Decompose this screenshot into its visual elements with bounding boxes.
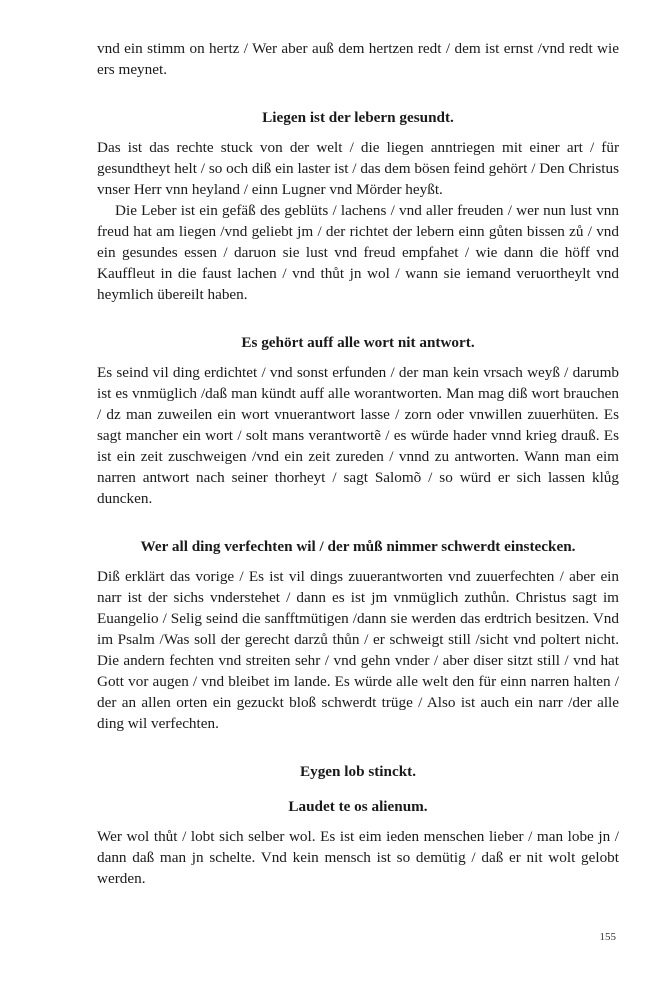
heading-liegen: Liegen ist der lebern gesundt. [262, 109, 454, 126]
heading-verfechten: Wer all ding verfechten wil / der můß nimmer schwerdt einstecken. [140, 538, 576, 555]
page-body [97, 38, 619, 889]
heading-laudet: Laudet te os alienum. [288, 798, 428, 815]
paragraph-continuation: vnd ein stimm on hertz / Wer aber auß dem hertzen redt / dem ist ernst /vnd redt wie ers meynet. [97, 40, 619, 78]
paragraph-liegen-2: Die Leber ist ein gefäß des geblüts / lachens / vnd aller freuden / wer nun lust vnn freud hat am liegen /vnd geliebt jm / der richtet der lebern einn gůten bissen zů / vnd ein gesundes essen / daruon sie lust vnd freud empfahet / wie dann die höff vnd Kauffleut in die faust lachen / vnd thůt jn wol / wann sie iemand veruortheylt vnd heymlich übereilt haben. [97, 202, 619, 303]
page-number: 155 [599, 931, 616, 943]
paragraph-antwort: Es seind vil ding erdichtet / vnd sonst erfunden / der man kein vrsach weyß / darumb ist es vnmüglich /daß man kündt auff alle worantworten. Man mag diß wort brauchen / dz man zuweilen ein wort vnuerantwort lasse / zorn oder vnwillen zuuerhüten. Es sagt mancher ein wort / solt mans verantwortẽ / es würde hader vnnd krieg drauß. Es ist ein zeit zuschweigen /vnd ein zeit zureden / vnnd zu antworten. Wann man eim narren antwort nach seiner thorheyt / sagt Salomõ / so würd er sich lassen klůg duncken. [97, 364, 619, 507]
paragraph-eygen-lob: Wer wol thůt / lobt sich selber wol. Es ist eim ieden menschen lieber / man lobe jn / dann daß man jn schelte. Vnd kein mensch ist so demütig / daß er nit wolt gelobt werden. [97, 828, 619, 887]
paragraph-liegen-1: Das ist das rechte stuck von der welt / die liegen anntriegen mit einer art / für gesundtheyt helt / so och diß ein laster ist / das dem bösen feind gehört / Den Christus vnser Herr vnn heyland / einn Lugner vnd Mörder heyßt. [97, 139, 619, 198]
paragraph-verfechten: Diß erklärt das vorige / Es ist vil dings zuuerantworten vnd zuuerfechten / aber ein narr ist der sichs vnderstehet / dann es ist jm vnmüglich zuthůn. Christus sagt im Euangelio / Selig seind die sanfftmütigen /dann sie werden das erdtrich besitzen. Vnd im Psalm /Was soll der gerecht darzů thůn / er schweigt still /sicht vnd poltert nicht. Die andern fechten vnd streiten sehr / vnd gehn vnder / aber diser sitzt still / vnd hat Gott vor augen / vnd bleibet im lande. Es würde alle welt den für einn narren halten / der an allen orten ein gezuckt bloß schwerdt trüge / Also ist auch ein narr /der alle ding wil verfechten. [97, 568, 619, 732]
heading-antwort: Es gehört auff alle wort nit antwort. [241, 334, 475, 351]
heading-eygen-lob: Eygen lob stinckt. [299, 763, 417, 780]
